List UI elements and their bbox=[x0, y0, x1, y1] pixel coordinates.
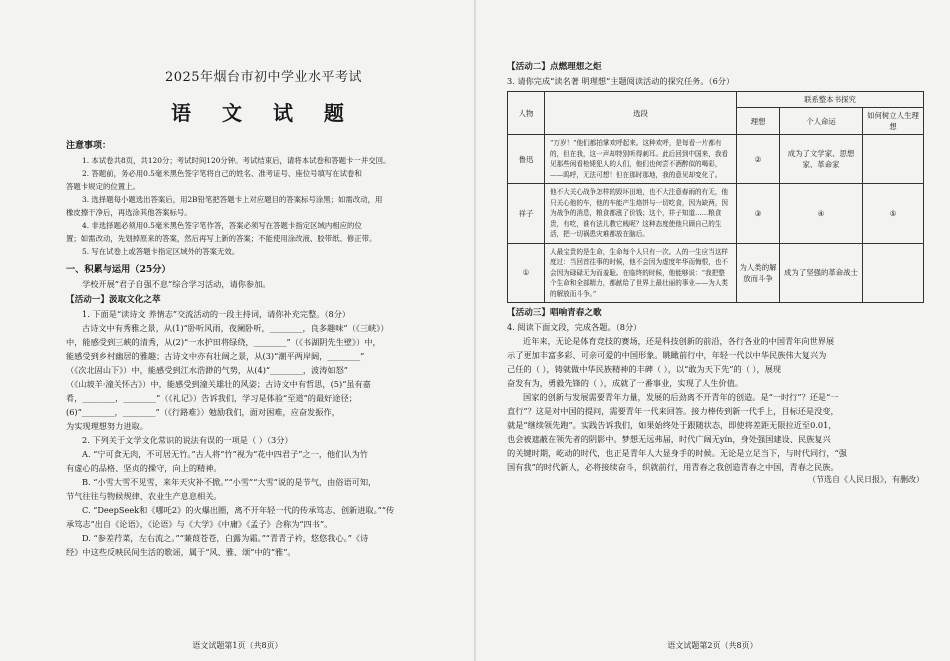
passage-line: 直行”？这是对中国的提问，需要青年一代来回答。接力棒传到新一代手上，目标还是没变， bbox=[507, 406, 839, 416]
q2-line: 有虚心的品格、坚贞的操守，向上的精神。 bbox=[66, 463, 222, 473]
q2-option-c: C. “DeepSeek和《哪吒2》的火爆出圈，离不开年轻一代的传承笃志、创新进取。”“传 bbox=[82, 505, 395, 515]
cell-person: ① bbox=[508, 243, 545, 303]
passage-line: 国家的创新与发展需要青年力量，发展的后劲离不开青年的创造。是“一时行”？还是“一 bbox=[523, 392, 839, 402]
th-person: 人物 bbox=[508, 92, 545, 135]
q1-line: （《山坡羊·潼关怀古》）中，能感受到潼关雄壮的风姿；古诗文中有哲思，(5)“虽有嘉 bbox=[66, 379, 371, 389]
notice-list bbox=[66, 154, 461, 258]
passage-line: 奋发有为，勇毅先锋的（ ），成就了一番事业，实现了人生价值。 bbox=[507, 378, 743, 388]
page-2 bbox=[475, 0, 950, 661]
q1-line: （《次北固山下》）中，能感受到江水浩渺的气势，从(4)“________，波涛如怒” bbox=[66, 365, 348, 375]
notice-line: 5. 写在试卷上或答题卡指定区域外的答案无效。 bbox=[82, 247, 240, 256]
passage bbox=[507, 334, 924, 474]
passage-line: 国有我”的时代新人，必将接续奋斗，织就前行，用青春之我创造青春之中国，青春之民族。 bbox=[507, 462, 839, 472]
notice-line: 1. 本试卷共8页，共120分；考试时间120分钟。考试结束后，请将本试卷和答题卡一并交回。 bbox=[82, 156, 391, 165]
cell-excerpt: 他不大关心战争怎样的毁坏田地，也不大注意春雨的有无，他只关心他的车，他的车能产生烙饼与一切吃食，因为缺两，因为战争的消息，粮食都涨了价钱；这个，祥子知道……粮食贵，有吃，谁有法儿教它贱呢？这种态度使他只顾自己的生活，把一切祸患灾难都放在脑后。 bbox=[545, 184, 737, 244]
q2-line: 承笃志”出自《论语》，《论语》与《大学》《中庸》《孟子》合称为“四书”。 bbox=[66, 519, 333, 529]
activity-3-heading: 【活动三】唱响青春之歌 bbox=[507, 308, 602, 318]
notice-line: 橡皮擦干净后，再选涂其他答案标号。 bbox=[66, 208, 192, 217]
q1-line: (6)“________，________”（《行路难》）勉励我们，面对困难，应奋发振作， bbox=[66, 407, 340, 417]
passage-line: 近年来，无论是体育竞技的赛场，还是科技创新的前沿，各行各业的中国青年向世界展 bbox=[523, 336, 835, 346]
cell-ideal: 为人类的解放而斗争 bbox=[737, 243, 780, 303]
q1-line: 能感受到乡村幽居的雅趣；古诗文中亦有壮阔之景，从(3)“潮平两岸阔，________” bbox=[66, 351, 365, 361]
activity-2-heading: 【活动二】点燃理想之炬 bbox=[507, 62, 602, 72]
section-1-heading: 一、积累与运用（25分） bbox=[66, 264, 171, 275]
table-row bbox=[508, 243, 924, 303]
cell-build bbox=[863, 135, 924, 184]
table-row bbox=[508, 135, 924, 184]
notice-line: 置；如需改动，先划掉原来的答案，然后再写上新的答案；不能使用涂改液、胶带纸、修正带。 bbox=[66, 234, 377, 243]
th-group: 联系整本书探究 bbox=[737, 92, 924, 108]
passage-line: 示了更加丰富多彩、可亲可爱的中国形象。眺瞰前行中，年轻一代以中华民族伟大复兴为 bbox=[507, 350, 827, 360]
q1-line: 为实现理想努力进取。 bbox=[66, 421, 148, 431]
page-1-footer: 语文试题第1页（共8页） bbox=[192, 641, 283, 650]
q2-option-d: D. “参差荇菜，左右流之。”“蒹葭苍苍，白露为霜。”“青青子衿，悠悠我心。”《诗 bbox=[82, 533, 369, 543]
notice-line: 2. 答题前，务必用0.5毫米黑色签字笔将自己的姓名、准考证号、座位号填写在试卷和 bbox=[82, 169, 362, 178]
cell-excerpt: 人最宝贵的是生命，生命每个人只有一次。人的一生应当这样度过：当回首往事的时候，他不会因为虚度年华而悔恨，也不会因为碌碌无为而羞耻。在临终的时候，他能够说：“我把整个生命和全部精力，都献给了世界上最壮丽的事业——为人类的解放而斗争。” bbox=[545, 243, 737, 303]
notice-line: 3. 选择题每小题选出答案后，用2B铅笔把答题卡上对应题目的答案标号涂黑；如需改动，用 bbox=[82, 195, 383, 204]
q2-option-b: B. “小雪大雪不见雪，来年天灾补不掀。”“小雪”“大雪”说的是节气，由俗语可知， bbox=[82, 477, 377, 487]
th-fate: 个人命运 bbox=[780, 108, 863, 135]
q1-line: 古诗文中有秀雅之景，从(1)“卧听风雨，夜阑卧听，________，良多趣味”（《三峡》） bbox=[82, 323, 389, 333]
notice-heading: 注意事项： bbox=[66, 141, 112, 151]
passage-line: 就是“继续领先跑”。实践告诉我们，如果始终处于跟随状态，即使将差距无限拉近至0.01， bbox=[507, 420, 837, 430]
cell-ideal: ③ bbox=[737, 184, 780, 244]
cell-fate: ④ bbox=[780, 184, 863, 244]
notice-line: 4. 非选择题必须用0.5毫米黑色签字笔作答，答案必须写在答题卡指定区域内相应的位 bbox=[82, 221, 362, 230]
activity-1-heading: 【活动一】汲取文化之萃 bbox=[66, 295, 161, 305]
cell-fate: 成为了文学家、思想家、革命家 bbox=[780, 135, 863, 184]
page-2-footer: 语文试题第2页（共8页） bbox=[667, 641, 758, 650]
q1-line: 肴，________，________”（《礼记》）告诉我们，学习是体验“至道”的最好途径； bbox=[66, 393, 357, 403]
cell-build: ⑤ bbox=[863, 184, 924, 244]
question-4-title: 4. 阅读下面文段，完成各题。（8分） bbox=[507, 322, 642, 332]
question-2 bbox=[66, 433, 461, 559]
cell-person: 祥子 bbox=[508, 184, 545, 244]
q2-line: 节气往往与物候规律、农业生产息息相关。 bbox=[66, 491, 222, 501]
q1-line: 中，能感受到三峡的清秀，从(2)“一水护田将绿绕，________”（《书湖阴先生壁》）中， bbox=[66, 337, 381, 347]
exam-title: 2025年烟台市初中学业水平考试 bbox=[164, 70, 363, 85]
th-build: 如何树立人生理想 bbox=[863, 108, 924, 135]
passage-line: 己任的（ ），铸就做中华民族精神的丰碑（ ），以“敢为天下先”的（ ），展现 bbox=[507, 364, 782, 374]
cell-person: 鲁迅 bbox=[508, 135, 545, 184]
cell-fate: 成为了坚强的革命战士 bbox=[780, 243, 863, 303]
question-3-title: 3. 请你完成“读名著 明理想”主题阅读活动的探究任务。（6分） bbox=[507, 76, 735, 86]
passage-line: 的关键时期，屹动的时代，也正是青年人大显身手的时候。无论是立足当下，与时代同行，“强 bbox=[507, 448, 847, 458]
cell-excerpt: “万岁！”他们都拍掌欢呼起来。这种欢呼，是每看一片都有的，但在我，这一声却特别听得刺耳。此后回到中国来，我看见那些闲看枪毙犯人的人们，他们也何尝不酒醉似的喝彩，——呜呼，无法可想！但在那时那地，我的意见却变化了。 bbox=[545, 135, 737, 184]
question-1 bbox=[66, 307, 461, 433]
table-row bbox=[508, 184, 924, 244]
th-ideal: 理想 bbox=[737, 108, 780, 135]
q1-line: 1. 下面是“读诗文 养情志”交流活动的一段主持词，请你补充完整。（8分） bbox=[82, 309, 351, 319]
passage-source: （节选自《人民日报》，有删改） bbox=[808, 475, 924, 484]
cell-ideal: ② bbox=[737, 135, 780, 184]
passage-line: 也会被遮蔽在领先者的阴影中。梦想无远弗届，时代广阔无yín，身处强国建设、民族复兴 bbox=[507, 434, 831, 444]
notice-line: 答题卡规定的位置上。 bbox=[66, 182, 140, 191]
section-intro: 学校开展“君子自强不息”综合学习活动，请你参加。 bbox=[82, 279, 271, 289]
q2-option-a: A. “宁可食无肉，不可居无竹。”古人将“竹”视为“花中四君子”之一，他们认为竹 bbox=[82, 449, 368, 459]
q2-line: 2. 下列关于文学文化常识的说法有误的一项是（ ）（3分） bbox=[82, 435, 293, 445]
subject-title: 语 文 试 题 bbox=[171, 101, 356, 125]
th-excerpt: 选段 bbox=[545, 92, 737, 135]
q2-line: 经》中这些反映民间生活的歌谣，属于“风、雅、颂”中的“雅”。 bbox=[66, 547, 296, 557]
cell-build bbox=[863, 243, 924, 303]
reading-table bbox=[507, 91, 924, 303]
